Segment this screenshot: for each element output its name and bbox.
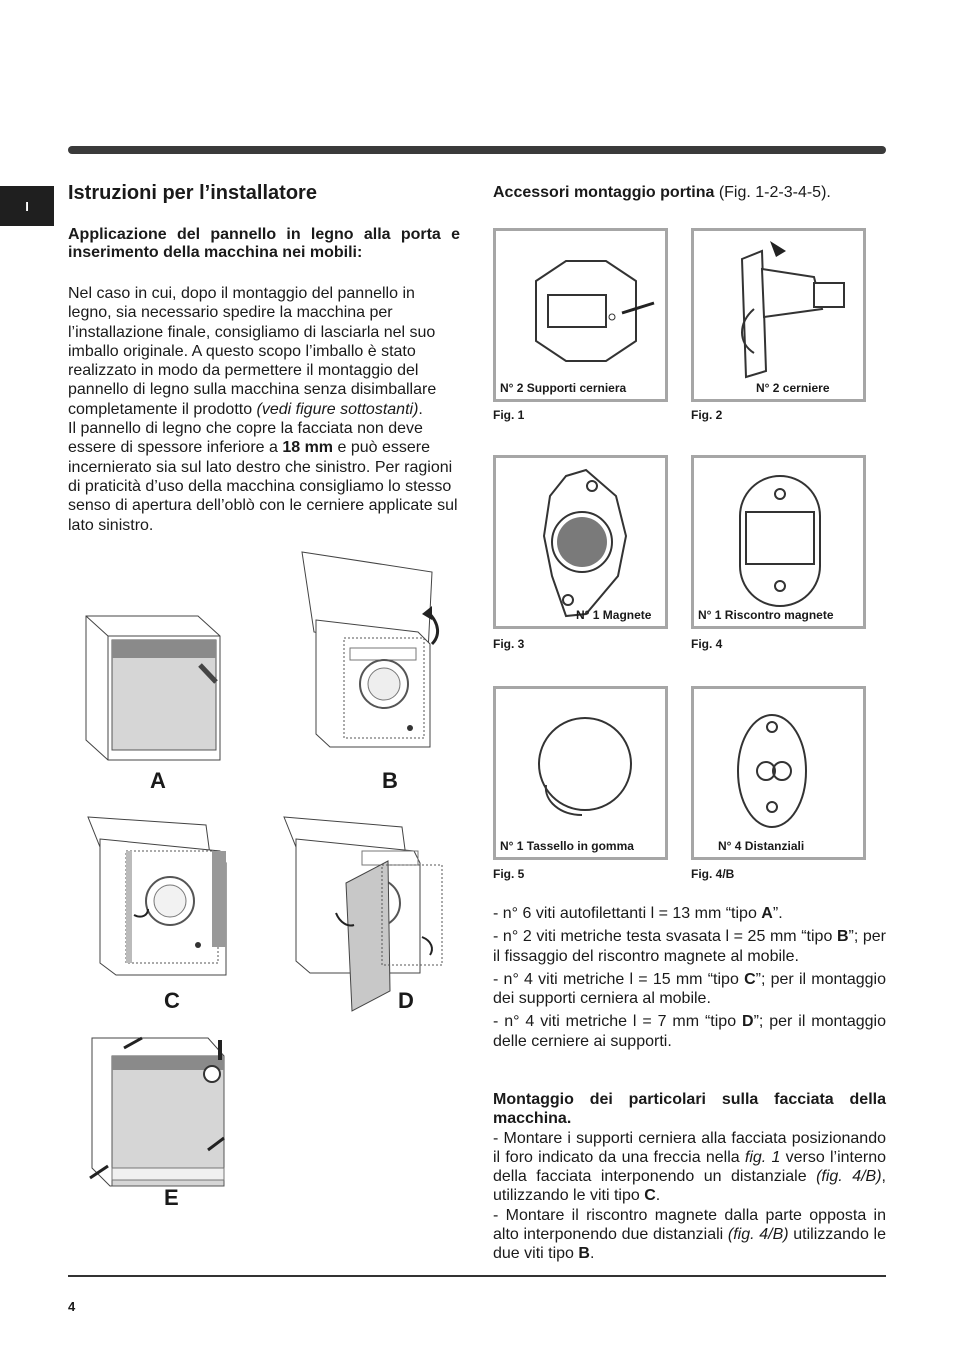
- fig-4b-box: [691, 686, 866, 860]
- accessories-heading-bold: Accessori montaggio portina: [493, 184, 715, 201]
- intro-text: [68, 284, 460, 535]
- language-tab: [0, 186, 54, 226]
- list-item-text: - n° 4 viti metriche l = 15 mm “tipo: [493, 970, 745, 988]
- screws-list: [493, 904, 886, 1055]
- magnet-drawing: [516, 466, 656, 616]
- paragraph-2: [68, 419, 460, 535]
- list-item-text: - n° 6 viti autofilettanti l = 13 mm “tipo: [493, 905, 762, 922]
- top-rule: [68, 146, 886, 154]
- fig-5-label: N° 1 Tassello in gomma: [500, 839, 634, 853]
- paragraph-1: [68, 284, 460, 419]
- list-item-text: - n° 4 viti metriche l = 7 mm “tipo: [493, 1013, 743, 1031]
- p1-end: .: [418, 400, 423, 418]
- step-bold: B: [578, 1245, 590, 1263]
- list-item-rest: ”; per il montaggio delle cerniere ai supporti.: [493, 1013, 887, 1050]
- fig-5-caption: Fig. 5: [493, 867, 525, 881]
- list-item-type: B: [836, 928, 849, 946]
- illustration-e: [88, 1030, 248, 1190]
- step-text: verso l’interno della facciata interponendo un distanziale: [493, 1148, 886, 1186]
- p2-bold: 18 mm: [282, 439, 334, 457]
- list-item-rest: ”; per il montaggio dei supporti cerniera al mobile.: [493, 970, 887, 1008]
- accessories-heading: [493, 184, 831, 202]
- assembly-section: [493, 1090, 886, 1264]
- assembly-step-2: [493, 1206, 886, 1264]
- step-text: .: [589, 1245, 595, 1263]
- spacers-drawing: [732, 703, 832, 833]
- magnet-counterpart-drawing: [730, 468, 840, 608]
- assembly-step-1: [493, 1129, 886, 1206]
- step-italic: (fig. 4/B): [816, 1168, 882, 1186]
- label-b: B: [382, 768, 398, 793]
- p2-text: Il pannello di legno che copre la facciata non deve essere di spessore inferiore a: [68, 420, 423, 457]
- label-d: D: [398, 988, 414, 1013]
- fig-1-label: N° 2 Supporti cerniera: [500, 381, 627, 395]
- label-e: E: [164, 1185, 179, 1210]
- fig-3-caption: Fig. 3: [493, 637, 525, 651]
- p2-rest: e può essere incernierato sia sul lato destro che sinistro. Per ragioni di praticità d’uso della macchina consigliamo lo stesso senso di apertura dell’oblò con le cerniere applicate sul lato sinistro.: [68, 439, 458, 534]
- step-text: - Montare i supporti cerniera alla facciata posizionando il foro indicato da una freccia nella: [493, 1129, 886, 1166]
- step-italic: (fig. 4/B): [727, 1226, 789, 1244]
- p1-italic: (vedi figure sottostanti): [256, 400, 419, 418]
- step-italic: fig. 1: [744, 1148, 781, 1166]
- list-item: [493, 904, 886, 923]
- list-item: [493, 970, 886, 1009]
- step-text: .: [655, 1187, 661, 1205]
- hinge-drawing: [714, 239, 854, 369]
- page-number: 4: [68, 1299, 76, 1314]
- fig-4-box: [691, 455, 866, 629]
- accessories-heading-rest: (Fig. 1-2-3-4-5).: [714, 184, 831, 201]
- list-item-type: D: [742, 1013, 754, 1031]
- fig-3-label: N° 1 Magnete: [576, 608, 652, 622]
- step-text: utilizzando le due viti tipo: [493, 1226, 886, 1263]
- fig-2-caption: Fig. 2: [691, 408, 723, 422]
- fig-1-box: [493, 228, 668, 402]
- rubber-plug-drawing: [530, 709, 640, 819]
- illustration-a: [80, 610, 230, 770]
- illustration-d: [282, 815, 452, 1015]
- fig-2-box: [691, 228, 866, 402]
- illustration-c: [86, 815, 246, 985]
- step-bold: C: [644, 1187, 656, 1205]
- list-item-type: A: [761, 905, 773, 922]
- section-subheading: Applicazione del pannello in legno alla porta e inserimento della macchina nei mobili:: [68, 226, 460, 261]
- list-item-type: C: [744, 970, 756, 988]
- fig-4-caption: Fig. 4: [691, 637, 723, 651]
- assembly-heading: Montaggio dei particolari sulla facciata della macchina.: [493, 1091, 886, 1128]
- list-item-rest: ”.: [772, 905, 783, 922]
- label-c: C: [164, 988, 180, 1013]
- fig-4b-label: N° 4 Distanziali: [718, 839, 805, 853]
- fig-1-caption: Fig. 1: [493, 408, 525, 422]
- language-tab-label: I: [25, 198, 29, 214]
- list-item: [493, 1012, 886, 1051]
- list-item-text: - n° 2 viti metriche testa svasata l = 25 mm “tipo: [493, 928, 837, 946]
- fig-4-label: N° 1 Riscontro magnete: [698, 608, 834, 622]
- fig-2-label: N° 2 cerniere: [756, 381, 830, 395]
- fig-5-box: [493, 686, 668, 860]
- label-a: A: [150, 768, 166, 793]
- list-item: [493, 927, 886, 966]
- step-text: - Montare il riscontro magnete dalla parte opposta in alto interponendo due distanziali: [493, 1206, 886, 1244]
- list-item-rest: ”; per il fissaggio del riscontro magnete al mobile.: [493, 928, 887, 965]
- p1-text: Nel caso in cui, dopo il montaggio del pannello in legno, sia necessario spedire la macchina per l’installazione finale, consigliamo di lasciarla nel suo imballo originale. A questo scopo l’imballo è stato realizzato in modo da permettere il montaggio del pannello di legno sulla macchina senza disimballare completamente il prodotto: [68, 285, 437, 418]
- fig-3-box: [493, 455, 668, 629]
- page-title: Istruzioni per l’installatore: [68, 182, 317, 204]
- step-text: , utilizzando le viti tipo: [493, 1168, 886, 1205]
- hinge-support-drawing: [526, 251, 656, 361]
- illustration-b: [298, 552, 458, 762]
- fig-4b-caption: Fig. 4/B: [691, 867, 735, 881]
- bottom-rule: [68, 1275, 886, 1277]
